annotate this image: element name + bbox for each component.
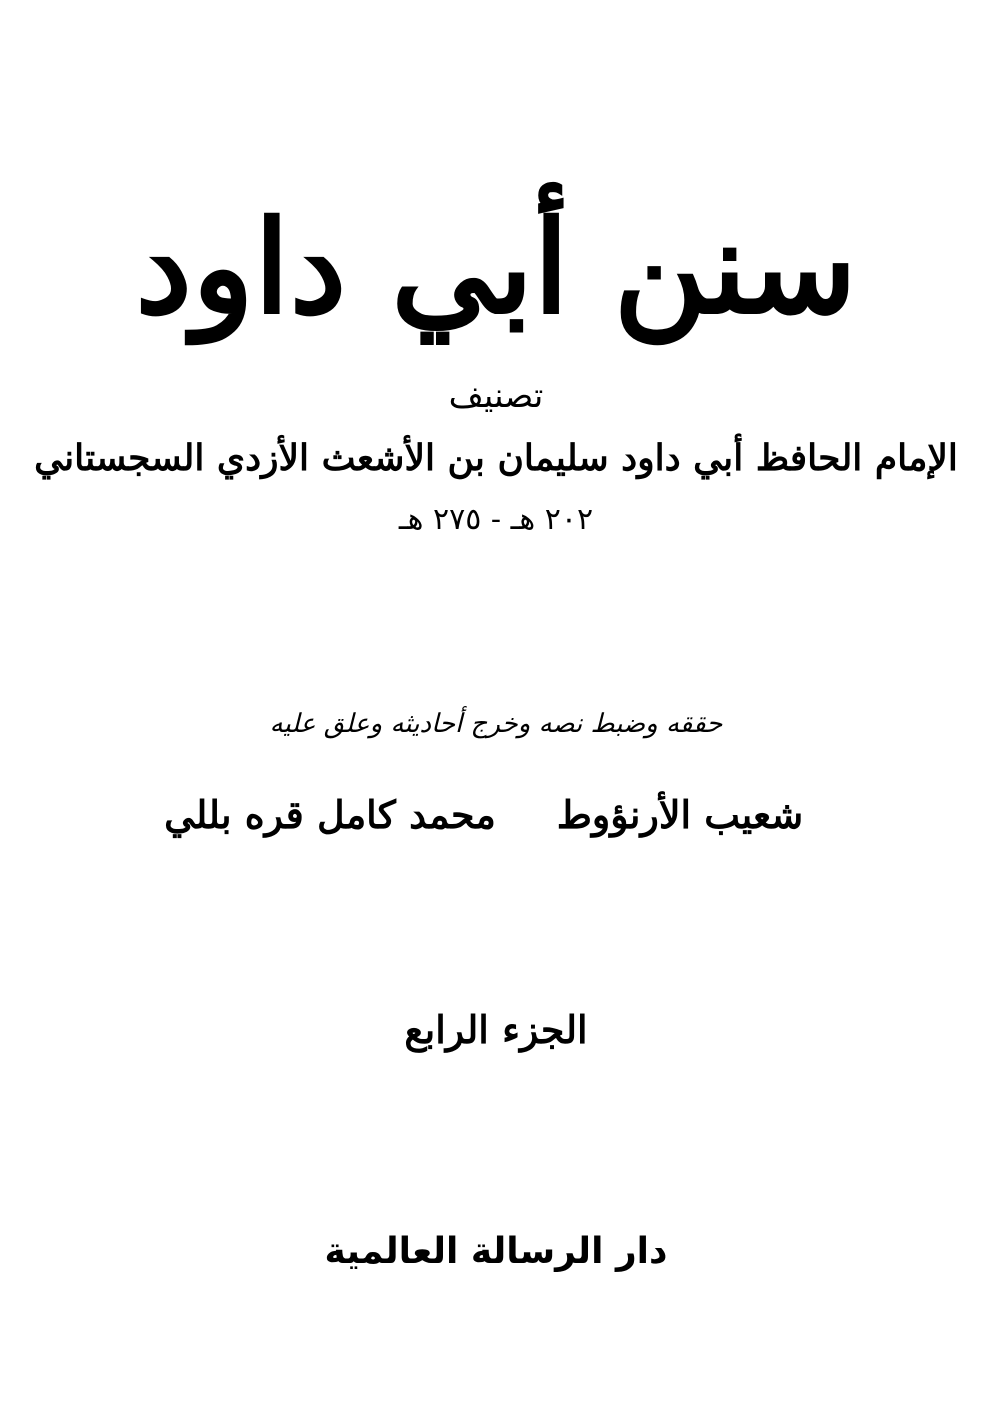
author-name: الإمام الحافظ أبي داود سليمان بن الأشعث الأزدي السجستاني: [34, 437, 958, 479]
editor-name-1: شعيب الأرنؤوط: [556, 792, 804, 837]
editor-name-2: محمد كامل قره بللي: [164, 792, 496, 837]
publisher-name: دار الرسالة العالمية: [324, 1231, 668, 1272]
volume-label: الجزء الرابع: [404, 1007, 588, 1052]
editors-intro: حققه وضبط نصه وخرج أحاديثه وعلق عليه: [269, 709, 723, 739]
book-title: سنن أبي داود: [135, 193, 857, 343]
author-dates: ٢٠٢ هـ - ٢٧٥ هـ: [398, 502, 594, 537]
authored-by-label: تصنيف: [448, 376, 544, 416]
